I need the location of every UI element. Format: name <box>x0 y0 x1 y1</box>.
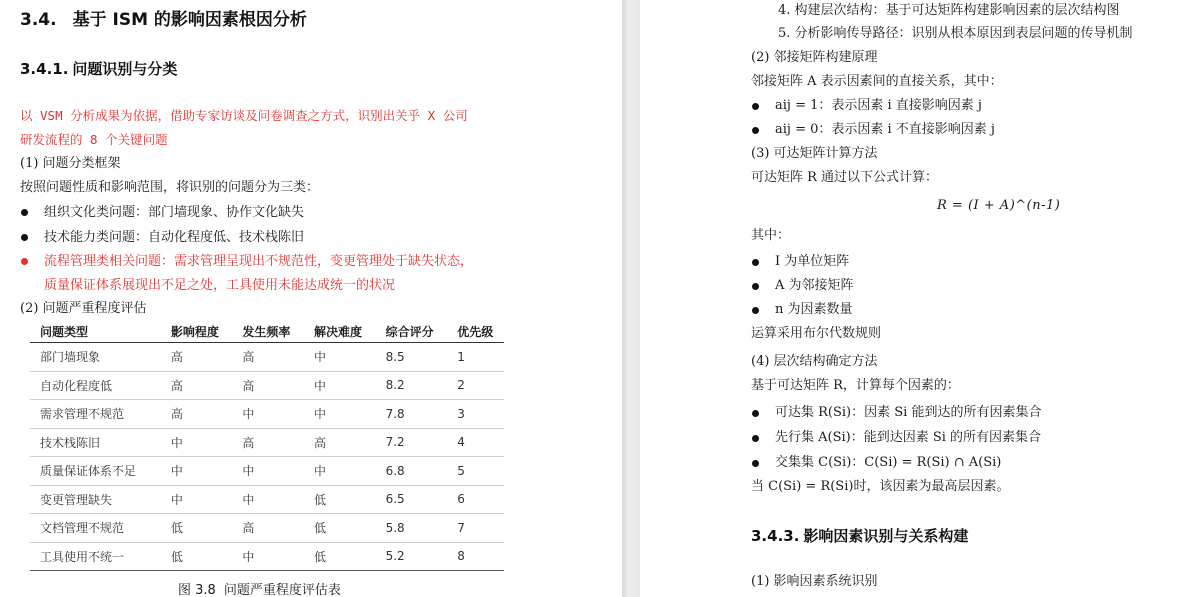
category-item-2: 技术能力类问题：自动化程度低、技术栈陈旧 <box>44 230 305 245</box>
table-header-row <box>30 320 504 343</box>
col-header: 发生频率 <box>232 320 304 343</box>
caption-text: 问题严重程度评估表 <box>223 583 341 597</box>
adj-heading: (2) 邻接矩阵构建原理 <box>751 50 878 65</box>
cell: 质量保证体系不足 <box>30 457 161 486</box>
bullet-dot <box>21 258 28 265</box>
cell: 高 <box>232 514 304 543</box>
framework-heading: (1) 问题分类框架 <box>20 156 121 171</box>
cell: 中 <box>161 457 233 486</box>
cell: 中 <box>232 457 304 486</box>
cell: 中 <box>232 542 304 571</box>
cell: 中 <box>161 428 233 457</box>
where-bullet-1: I 为单位矩阵 <box>775 254 850 269</box>
table-row <box>30 514 504 543</box>
section-title: 基于 ISM 的影响因素根因分析 <box>72 10 307 30</box>
bullet-dot <box>752 410 759 417</box>
cell: 低 <box>304 542 376 571</box>
where-bullet-3: n 为因素数量 <box>775 302 853 317</box>
subsection-heading-343 <box>751 525 968 546</box>
intro-line-1: 以 VSM 分析成果为依据，借助专家访谈及问卷调查之方式，识别出关乎 X 公司 <box>20 108 468 123</box>
col-header: 影响程度 <box>161 320 233 343</box>
table-row <box>30 457 504 486</box>
cell: 1 <box>447 343 504 372</box>
cell: 8 <box>447 542 504 571</box>
cell: 低 <box>304 514 376 543</box>
cell: 高 <box>304 428 376 457</box>
cell: 7.2 <box>376 428 448 457</box>
cell: 低 <box>161 542 233 571</box>
level-bullet-2: 先行集 A(Si)：能到达因素 Si 的所有因素集合 <box>775 430 1042 445</box>
sys-heading: (1) 影响因素系统识别 <box>751 574 878 589</box>
cell: 变更管理缺失 <box>30 485 161 514</box>
right-page <box>640 0 1188 597</box>
level-desc: 基于可达矩阵 R，计算每个因素的： <box>751 378 960 393</box>
bullet-dot <box>752 283 759 290</box>
cell: 8.5 <box>376 343 448 372</box>
cell: 低 <box>304 485 376 514</box>
col-header: 问题类型 <box>30 320 161 343</box>
cell: 文档管理不规范 <box>30 514 161 543</box>
cell: 7 <box>447 514 504 543</box>
category-item-3: 流程管理类相关问题：需求管理呈现出不规范性，变更管理处于缺失状态， <box>44 254 474 269</box>
cell: 4 <box>447 428 504 457</box>
cell: 中 <box>304 400 376 429</box>
severity-table <box>30 320 504 571</box>
cell: 8.2 <box>376 371 448 400</box>
adj-bullet-1: aij = 1：表示因素 i 直接影响因素 j <box>775 98 982 113</box>
subsection-heading <box>20 58 177 79</box>
cell: 6.5 <box>376 485 448 514</box>
cell: 高 <box>161 343 233 372</box>
cell: 3 <box>447 400 504 429</box>
section-number: 3.4. <box>20 10 57 30</box>
bullet-dot <box>752 127 759 134</box>
framework-desc: 按照问题性质和影响范围，将识别的问题分为三类： <box>20 180 320 195</box>
reach-formula: R = (I + A)^(n-1) <box>937 198 1061 213</box>
adj-bullet-2: aij = 0：表示因素 i 不直接影响因素 j <box>775 122 995 137</box>
page-gutter <box>622 0 640 597</box>
step-item-4: 4. 构建层次结构：基于可达矩阵构建影响因素的层次结构图 <box>778 3 1120 18</box>
cell: 中 <box>232 400 304 429</box>
step-item-5: 5. 分析影响传导路径：识别从根本原因到表层问题的传导机制 <box>778 26 1133 41</box>
caption-figure-number: 图 3.8 <box>178 583 216 597</box>
level-bullet-3: 交集集 C(Si)：C(Si) = R(Si) ∩ A(Si) <box>775 455 1002 470</box>
cell: 中 <box>304 343 376 372</box>
cell: 5 <box>447 457 504 486</box>
bullet-dot <box>752 435 759 442</box>
bullet-dot <box>752 307 759 314</box>
cell: 高 <box>232 428 304 457</box>
severity-heading: (2) 问题严重程度评估 <box>20 301 147 316</box>
table-row <box>30 343 504 372</box>
col-header: 优先级 <box>447 320 504 343</box>
cell: 高 <box>232 343 304 372</box>
table-row <box>30 428 504 457</box>
where-label: 其中： <box>751 228 791 243</box>
col-header: 解决难度 <box>304 320 376 343</box>
table-caption <box>178 579 341 597</box>
cell: 中 <box>304 457 376 486</box>
table-row <box>30 400 504 429</box>
cell: 部门墙现象 <box>30 343 161 372</box>
cell: 2 <box>447 371 504 400</box>
cell: 技术栈陈旧 <box>30 428 161 457</box>
cell: 中 <box>232 485 304 514</box>
category-item-1: 组织文化类问题：部门墙现象、协作文化缺失 <box>44 205 305 220</box>
subsection-title: 影响因素识别与关系构建 <box>803 527 969 545</box>
level-bullet-1: 可达集 R(Si)：因素 Si 能到达的所有因素集合 <box>775 405 1042 420</box>
subsection-number: 3.4.3. <box>751 527 800 545</box>
bullet-dot <box>21 234 28 241</box>
where-bullet-2: A 为邻接矩阵 <box>775 278 854 293</box>
cell: 中 <box>304 371 376 400</box>
cell: 需求管理不规范 <box>30 400 161 429</box>
col-header: 综合评分 <box>376 320 448 343</box>
level-heading: (4) 层次结构确定方法 <box>751 354 878 369</box>
cell: 5.8 <box>376 514 448 543</box>
adj-desc: 邻接矩阵 A 表示因素间的直接关系，其中： <box>751 74 1003 89</box>
table-row <box>30 542 504 571</box>
cell: 6.8 <box>376 457 448 486</box>
cell: 工具使用不统一 <box>30 542 161 571</box>
cell: 高 <box>161 400 233 429</box>
bullet-dot <box>21 209 28 216</box>
cell: 6 <box>447 485 504 514</box>
bullet-dot <box>752 460 759 467</box>
cell: 5.2 <box>376 542 448 571</box>
boolean-rule: 运算采用布尔代数规则 <box>751 326 882 341</box>
cell: 中 <box>161 485 233 514</box>
table-row <box>30 371 504 400</box>
bullet-dot <box>752 103 759 110</box>
table-row <box>30 485 504 514</box>
cell: 7.8 <box>376 400 448 429</box>
intro-line-2: 研发流程的 8 个关键问题 <box>20 132 168 147</box>
top-level-rule: 当 C(Si) = R(Si)时，该因素为最高层因素。 <box>751 479 1010 494</box>
cell: 高 <box>232 371 304 400</box>
bullet-dot <box>752 259 759 266</box>
category-item-3-cont: 质量保证体系展现出不足之处，工具使用未能达成统一的状况 <box>44 278 396 293</box>
subsection-title: 问题识别与分类 <box>72 60 178 78</box>
cell: 自动化程度低 <box>30 371 161 400</box>
reach-desc: 可达矩阵 R 通过以下公式计算： <box>751 170 939 185</box>
reach-heading: (3) 可达矩阵计算方法 <box>751 146 878 161</box>
subsection-number: 3.4.1. <box>20 60 69 78</box>
cell: 低 <box>161 514 233 543</box>
cell: 高 <box>161 371 233 400</box>
section-heading <box>20 5 307 30</box>
